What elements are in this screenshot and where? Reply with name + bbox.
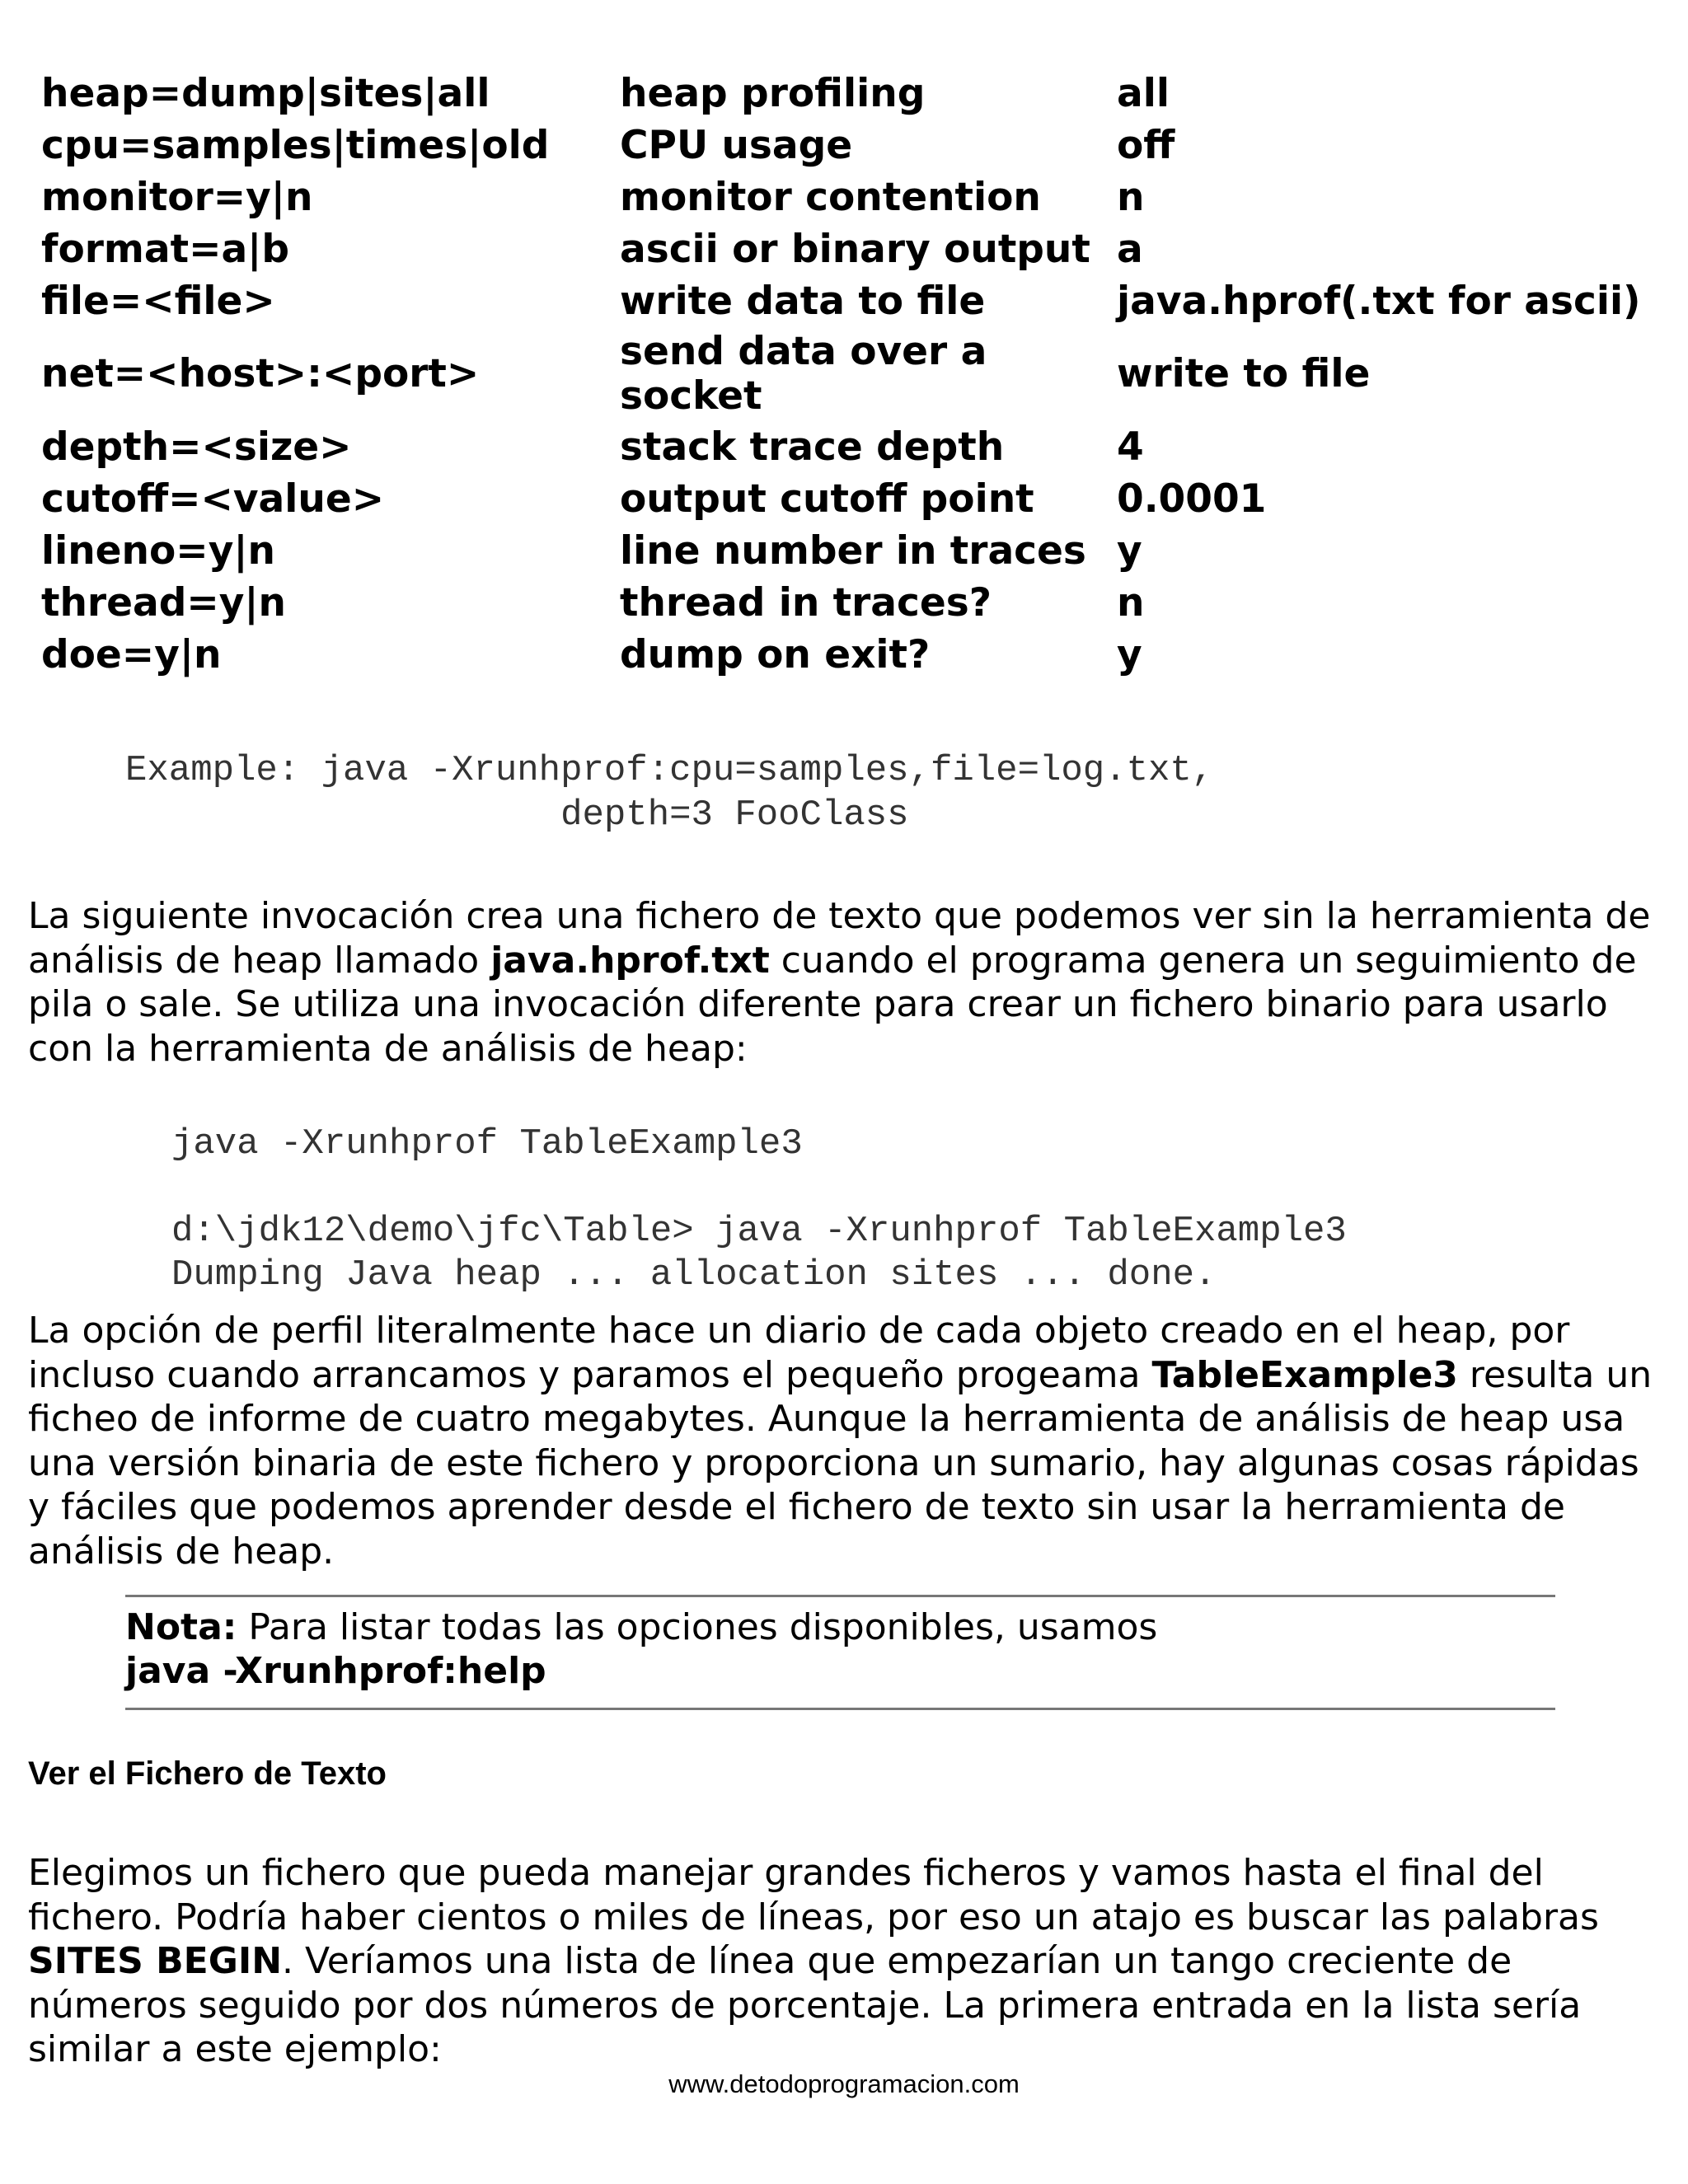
option-default: java.hprof(.txt for ascii) bbox=[1117, 278, 1641, 324]
table-row bbox=[41, 525, 1641, 577]
option-description: dump on exit? bbox=[620, 631, 931, 677]
table-row bbox=[41, 629, 1641, 681]
option-description: heap profiling bbox=[620, 70, 926, 116]
option-default: write to file bbox=[1117, 351, 1371, 396]
option-name: cutoff=<value> bbox=[41, 476, 385, 522]
option-name: monitor=y|n bbox=[41, 174, 313, 220]
hprof-options-table bbox=[41, 68, 1641, 681]
note-command: java -Xrunhprof:help bbox=[125, 1650, 546, 1692]
option-default: a bbox=[1117, 226, 1143, 272]
option-default: 4 bbox=[1117, 424, 1144, 470]
code-block bbox=[171, 1122, 1347, 1297]
option-description: CPU usage bbox=[620, 122, 853, 168]
paragraph-text: cuando el programa genera un seguimiento de pila o sale. Se utiliza una invocación diferente para crear un fichero binario para usarlo con la herramienta de análisis de heap: bbox=[28, 939, 1637, 1070]
paragraph-profile-option bbox=[28, 1309, 1668, 1573]
option-default: n bbox=[1117, 579, 1145, 626]
option-description: send data over a socket bbox=[620, 329, 987, 419]
option-name: cpu=samples|times|old bbox=[41, 122, 550, 168]
example-line: Example: java -Xrunhprof:cpu=samples,file=log.txt, bbox=[125, 750, 1214, 791]
code-line: java -Xrunhprof TableExample3 bbox=[171, 1123, 803, 1165]
paragraph-text: La opción de perfil literalmente hace un diario de cada objeto creado en el heap, por incluso cuando arrancamos y paramos el pequeño progeama bbox=[28, 1310, 1570, 1396]
note-text: Para listar todas las opciones disponibles, usamos bbox=[237, 1606, 1158, 1648]
example-code bbox=[125, 748, 1213, 837]
option-description: line number in traces bbox=[620, 527, 1086, 574]
option-name: heap=dump|sites|all bbox=[41, 70, 490, 116]
table-row bbox=[41, 223, 1641, 275]
option-description: stack trace depth bbox=[620, 424, 1005, 470]
example-line: depth=3 FooClass bbox=[125, 794, 909, 836]
paragraph-text: resulta un ficheo de informe de cuatro megabytes. Aunque la herramienta de análisis de heap usa una versión binaria de este fichero y proporciona un sumario, hay algunas cosas rápidas y fáciles que podemos aprender desde el fichero de texto sin usar la herramienta de análisis de heap. bbox=[28, 1353, 1653, 1572]
option-name: depth=<size> bbox=[41, 424, 352, 470]
option-default: y bbox=[1117, 527, 1142, 574]
table-row bbox=[41, 171, 1641, 223]
paragraph-text: Elegimos un fichero que pueda manejar grandes ficheros y vamos hasta el final del fichero. Podría haber cientos o miles de líneas, por eso un atajo es buscar las palabras bbox=[28, 1852, 1599, 1938]
option-name: doe=y|n bbox=[41, 631, 222, 677]
table-row bbox=[41, 275, 1641, 327]
paragraph-text: . Veríamos una lista de línea que empezarían un tango creciente de números seguido por dos números de porcentaje. La primera entrada en la lista sería similar a este ejemplo: bbox=[28, 1940, 1582, 2070]
section-heading: Ver el Fichero de Texto bbox=[28, 1755, 387, 1792]
table-row bbox=[41, 327, 1641, 421]
option-default: off bbox=[1117, 122, 1175, 168]
bold-filename: java.hprof.txt bbox=[490, 939, 770, 982]
option-name: file=<file> bbox=[41, 278, 275, 324]
note-box bbox=[125, 1595, 1555, 1710]
table-row bbox=[41, 473, 1641, 525]
table-row bbox=[41, 120, 1641, 171]
paragraph-view-file bbox=[28, 1851, 1668, 2072]
bold-keyword: SITES BEGIN bbox=[28, 1940, 283, 1982]
paragraph-invocation bbox=[28, 894, 1668, 1071]
option-default: all bbox=[1117, 70, 1170, 116]
table-row bbox=[41, 68, 1641, 120]
option-name: lineno=y|n bbox=[41, 527, 275, 574]
option-description: monitor contention bbox=[620, 174, 1041, 220]
option-default: y bbox=[1117, 631, 1142, 677]
table-row bbox=[41, 577, 1641, 629]
option-description: write data to file bbox=[620, 278, 986, 324]
option-description: ascii or binary output bbox=[620, 226, 1090, 272]
table-row bbox=[41, 421, 1641, 473]
code-line: Dumping Java heap ... allocation sites ... done. bbox=[171, 1254, 1217, 1296]
paragraph-text: La siguiente invocación crea una fichero de texto que podemos ver sin la herramienta de análisis de heap llamado bbox=[28, 895, 1651, 982]
footer-url: www.detodoprogramacion.com bbox=[668, 2069, 1020, 2098]
option-description: thread in traces? bbox=[620, 579, 992, 626]
option-default: n bbox=[1117, 174, 1145, 220]
code-line: d:\jdk12\demo\jfc\Table> java -Xrunhprof TableExample3 bbox=[171, 1211, 1347, 1252]
option-name: format=a|b bbox=[41, 226, 289, 272]
bold-classname: TableExample3 bbox=[1151, 1353, 1458, 1396]
option-default: 0.0001 bbox=[1117, 476, 1267, 522]
option-name: thread=y|n bbox=[41, 579, 286, 626]
note-label: Nota: bbox=[125, 1606, 237, 1648]
option-description: output cutoff point bbox=[620, 476, 1034, 522]
option-name: net=<host>:<port> bbox=[41, 351, 480, 396]
